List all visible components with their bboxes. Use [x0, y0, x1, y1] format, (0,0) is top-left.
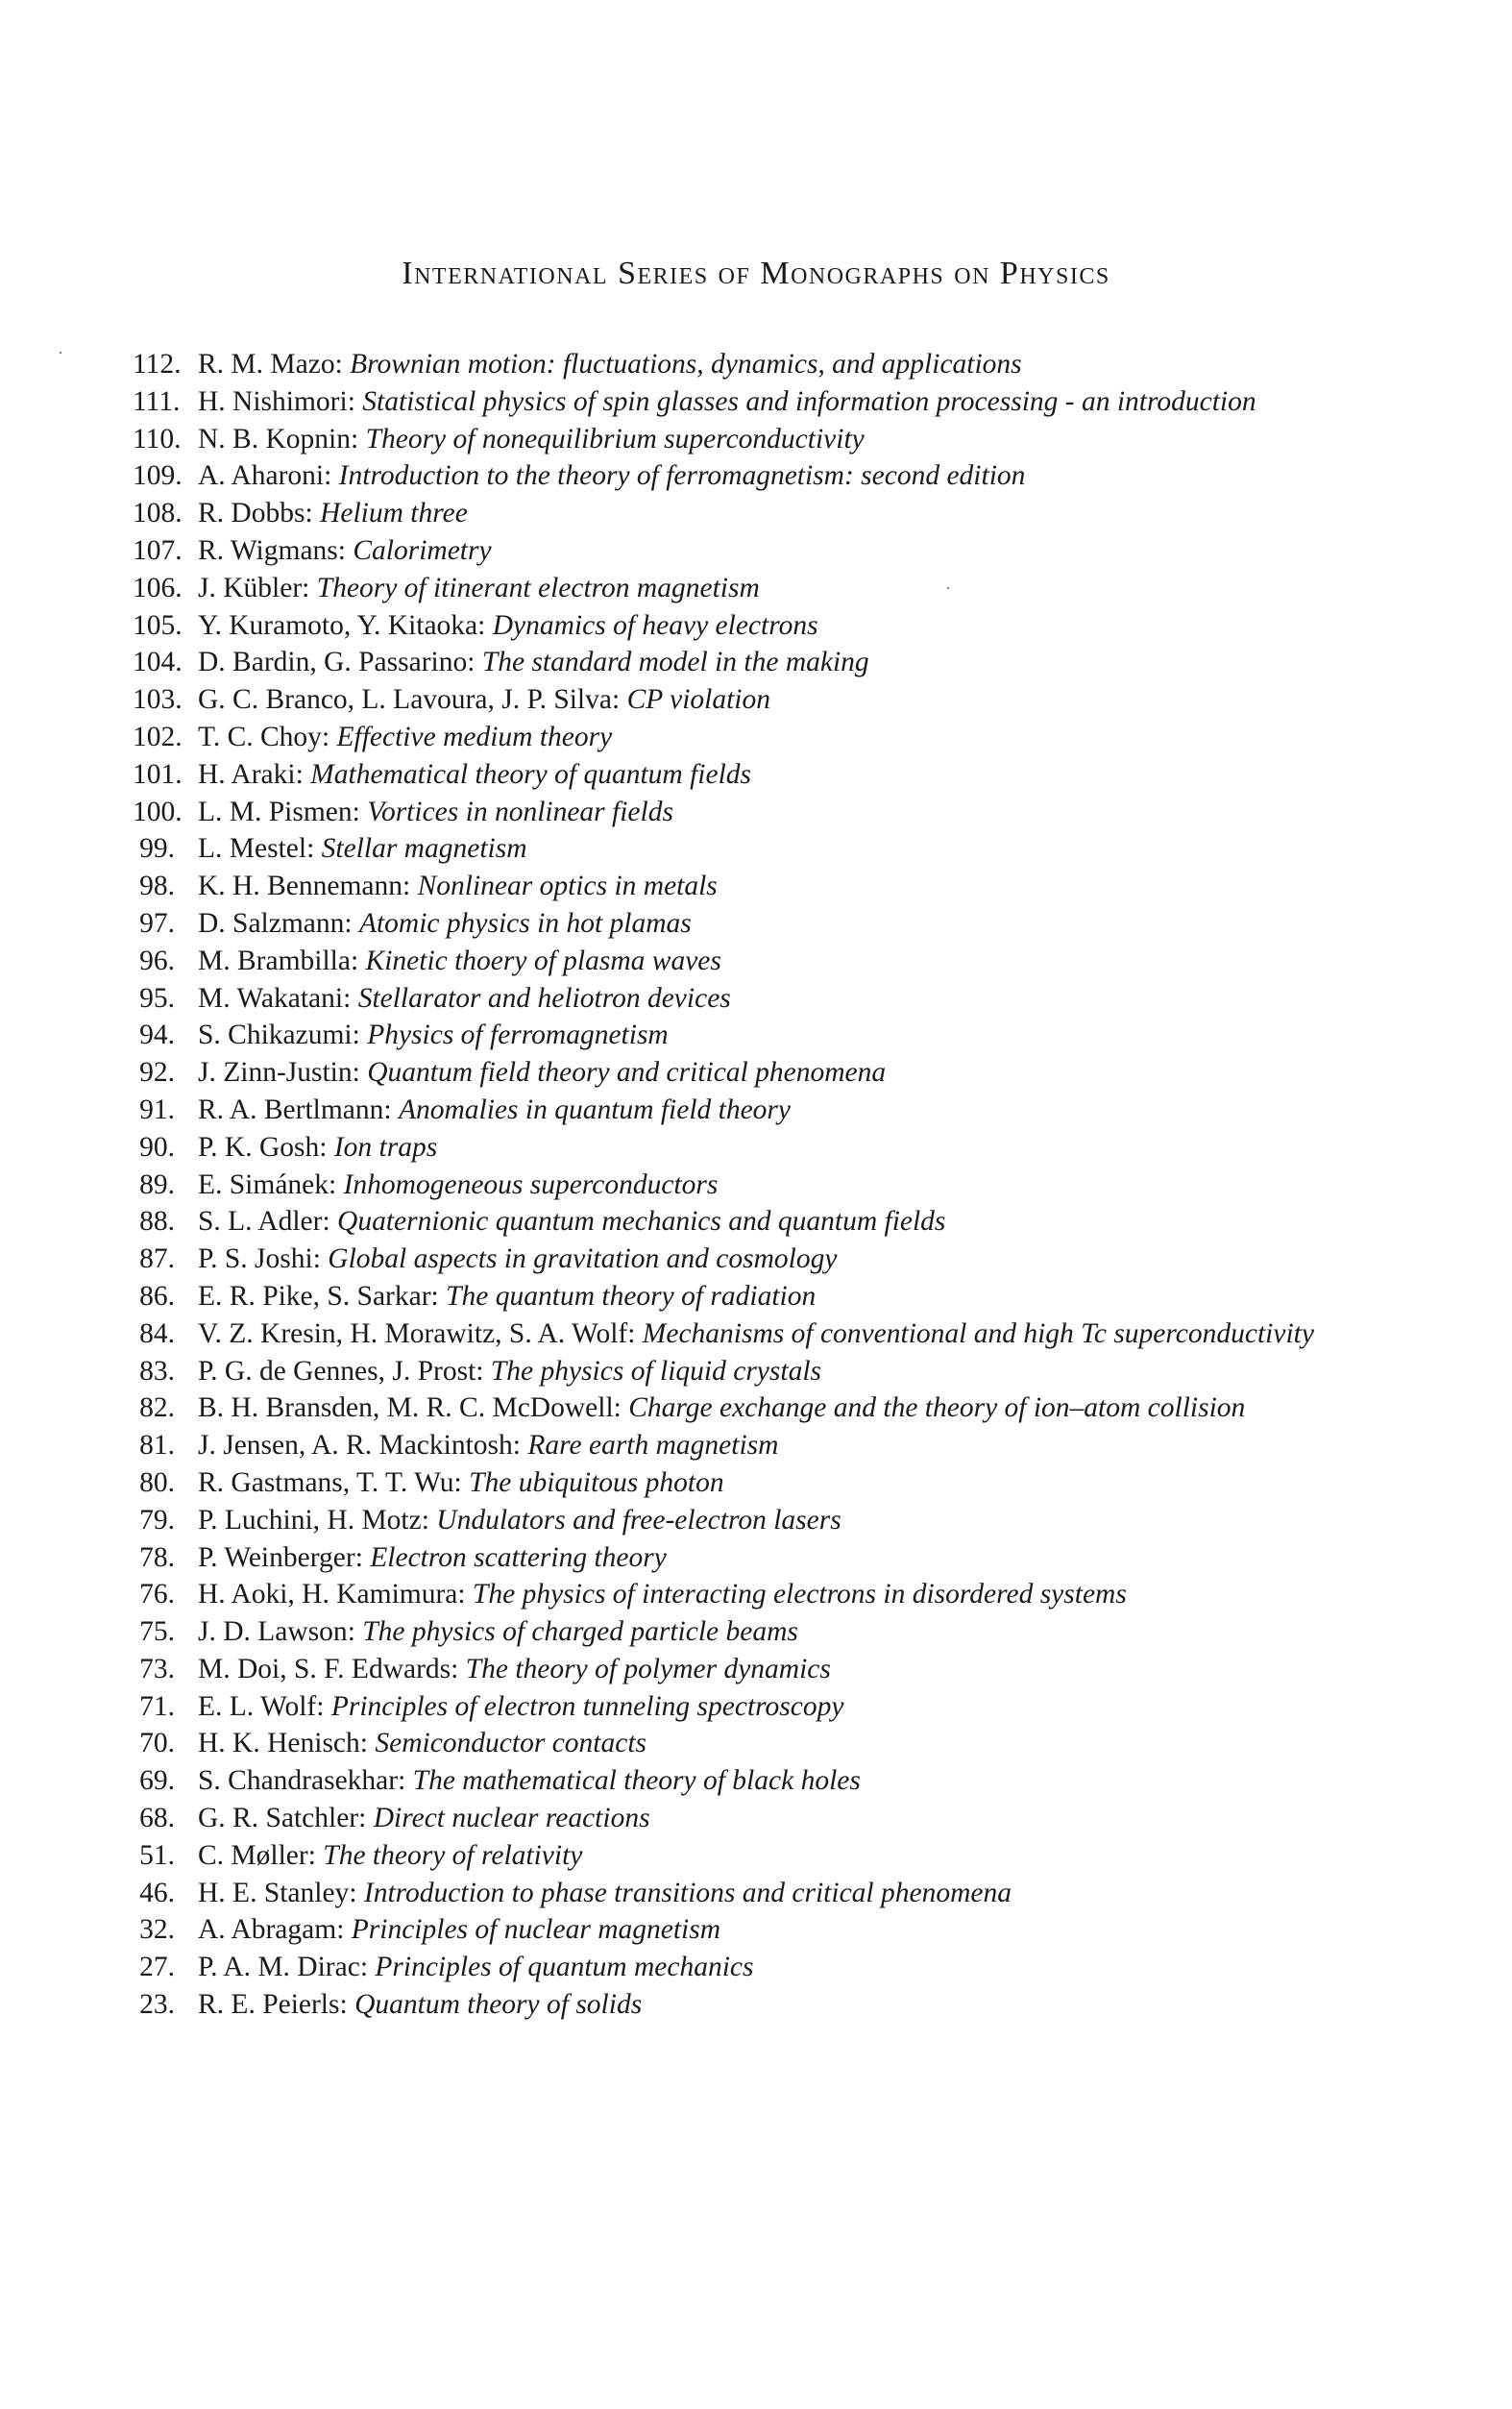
entry-number: 90. — [139, 1131, 175, 1163]
entry-text — [175, 1054, 1381, 1092]
list-item — [133, 830, 1381, 868]
entry-authors: P. G. de Gennes, J. Prost : — [198, 1356, 491, 1387]
entry-title: Calorimetry — [353, 534, 492, 566]
entry-authors: R. M. Mazo : — [198, 349, 350, 380]
entry-text — [175, 1167, 1381, 1204]
entry-authors: C. Møller : — [198, 1840, 323, 1871]
list-item — [133, 868, 1381, 905]
entry-authors: E. L. Wolf : — [198, 1691, 331, 1722]
entry-number: 96. — [139, 945, 175, 976]
entry-text — [175, 980, 1381, 1018]
list-item — [133, 1129, 1381, 1167]
list-item — [133, 1875, 1381, 1912]
entry-number: 87. — [139, 1243, 175, 1275]
entry-authors: J. D. Lawson : — [198, 1616, 362, 1647]
entry-title: Stellar magnetism — [321, 833, 527, 865]
entry-text — [175, 1688, 1381, 1726]
entry-authors: L. Mestel : — [198, 833, 322, 864]
entry-text — [175, 1613, 1381, 1651]
entry-title: Quaternionic quantum mechanics and quantum fields — [337, 1206, 946, 1238]
list-item — [133, 1389, 1381, 1427]
entry-number: 80. — [139, 1466, 175, 1498]
entry-text — [175, 905, 1381, 943]
entry-title: Principles of electron tunneling spectroscopy — [330, 1690, 844, 1722]
entry-authors: R. Gastmans, T. T. Wu : — [198, 1467, 469, 1498]
entry-number: 68. — [139, 1803, 175, 1834]
entry-authors: R. Wigmans : — [198, 535, 353, 566]
entry-text — [175, 681, 1381, 719]
entry-title: Anomalies in quantum field theory — [398, 1094, 791, 1125]
entry-number: 78. — [139, 1541, 175, 1573]
entry-text — [175, 1278, 1381, 1315]
entry-title: Mechanisms of conventional and high Tc superconductivity — [642, 1317, 1314, 1349]
entry-number: 108. — [133, 498, 183, 529]
entry-title: Electron scattering theory — [370, 1541, 667, 1573]
entry-authors: V. Z. Kresin, H. Morawitz, S. A. Wolf : — [198, 1318, 643, 1349]
entry-number: 100. — [133, 796, 183, 827]
list-item — [133, 1167, 1381, 1204]
entry-authors: S. Chandrasekhar : — [198, 1765, 413, 1796]
entry-authors: P. Luchini, H. Motz : — [198, 1505, 436, 1536]
entry-title: Charge exchange and the theory of ion–atom collision — [628, 1392, 1246, 1424]
entry-text — [175, 1837, 1381, 1875]
entry-title: Direct nuclear reactions — [373, 1803, 650, 1834]
list-item — [133, 980, 1381, 1018]
entry-title: Inhomogeneous superconductors — [343, 1168, 719, 1200]
list-item — [133, 1762, 1381, 1800]
entry-text — [175, 1986, 1381, 2024]
entry-title: The mathematical theory of black holes — [412, 1765, 861, 1797]
list-item — [133, 1837, 1381, 1875]
entry-text — [175, 1241, 1381, 1278]
entry-authors: M. Wakatani : — [198, 983, 358, 1014]
entry-title: Mathematical theory of quantum fields — [310, 758, 751, 790]
entry-number: 92. — [139, 1057, 175, 1089]
entry-title: Quantum field theory and critical phenomena — [367, 1057, 887, 1089]
entry-text — [175, 1464, 1381, 1502]
entry-title: Undulators and free-electron lasers — [436, 1504, 841, 1536]
entry-number: 86. — [139, 1280, 175, 1312]
entry-number: 94. — [139, 1020, 175, 1051]
list-item — [133, 457, 1381, 495]
entry-text — [175, 1651, 1381, 1688]
entry-authors: G. C. Branco, L. Lavoura, J. P. Silva : — [198, 684, 627, 715]
entry-text — [175, 383, 1381, 421]
list-item — [133, 1464, 1381, 1502]
scan-speck — [947, 587, 949, 589]
list-item — [133, 1241, 1381, 1278]
list-item — [133, 1054, 1381, 1092]
entry-text — [175, 1539, 1381, 1577]
entry-text — [175, 719, 1381, 756]
entry-number: 105. — [133, 609, 183, 641]
entry-number: 98. — [139, 871, 175, 902]
entry-authors: D. Salzmann : — [198, 908, 359, 939]
entry-number: 71. — [139, 1690, 175, 1722]
list-item — [133, 532, 1381, 570]
list-item — [133, 1092, 1381, 1129]
entry-title: Atomic physics in hot plamas — [358, 907, 692, 939]
entry-number: 82. — [139, 1392, 175, 1424]
list-item — [133, 421, 1381, 458]
scan-speck — [60, 352, 61, 354]
entry-text — [175, 1949, 1381, 1986]
list-item — [133, 1725, 1381, 1762]
entry-title: The physics of liquid crystals — [490, 1355, 822, 1387]
entry-number: 69. — [139, 1765, 175, 1797]
entry-text — [175, 943, 1381, 980]
entry-number: 101. — [133, 758, 183, 790]
entry-number: 75. — [139, 1616, 175, 1648]
entry-number: 102. — [133, 721, 183, 752]
list-item — [133, 943, 1381, 980]
entry-number: 99. — [139, 833, 175, 865]
entry-number: 84. — [139, 1317, 175, 1349]
entry-authors: Y. Kuramoto, Y. Kitaoka : — [198, 610, 493, 641]
list-item — [133, 756, 1381, 794]
entry-authors: H. K. Henisch : — [198, 1728, 375, 1758]
entry-text — [175, 1017, 1381, 1054]
list-item — [133, 1278, 1381, 1315]
entry-text — [175, 868, 1381, 905]
entry-authors: A. Aharoni : — [198, 460, 339, 491]
entry-authors: T. C. Choy : — [198, 722, 337, 752]
entry-title: Nonlinear optics in metals — [417, 871, 718, 902]
entry-title: The physics of charged particle beams — [362, 1616, 798, 1648]
list-item — [133, 681, 1381, 719]
entry-title: The physics of interacting electrons in disordered systems — [472, 1579, 1127, 1610]
entry-title: The quantum theory of radiation — [446, 1280, 817, 1312]
list-item — [133, 1539, 1381, 1577]
entry-title: Effective medium theory — [336, 721, 613, 752]
entry-number: 89. — [139, 1168, 175, 1200]
entry-authors: P. S. Joshi : — [198, 1243, 328, 1274]
entry-number: 97. — [139, 907, 175, 939]
entry-authors: N. B. Kopnin : — [198, 424, 366, 455]
entry-text — [175, 1092, 1381, 1129]
entry-number: 32. — [139, 1914, 175, 1946]
list-item — [133, 346, 1381, 383]
list-item — [133, 794, 1381, 831]
entry-text — [175, 1389, 1381, 1427]
entry-authors: H. Nishimori : — [198, 386, 362, 417]
entry-title: Theory of itinerant electron magnetism — [316, 572, 760, 603]
list-item — [133, 1315, 1381, 1353]
list-item — [133, 1576, 1381, 1613]
list-item — [133, 1017, 1381, 1054]
entry-text — [175, 756, 1381, 794]
entry-text — [175, 607, 1381, 645]
entry-title: Ion traps — [333, 1131, 438, 1163]
entry-authors: J. Zinn-Justin : — [198, 1057, 367, 1088]
entry-title: Helium three — [320, 498, 468, 529]
entry-text — [175, 495, 1381, 532]
entry-authors: S. L. Adler : — [198, 1206, 337, 1237]
list-item — [133, 1800, 1381, 1837]
entry-number: 76. — [139, 1579, 175, 1610]
entry-authors: R. Dobbs : — [198, 498, 320, 529]
entry-authors: P. Weinberger : — [198, 1542, 370, 1573]
entry-authors: J. Jensen, A. R. Mackintosh : — [198, 1430, 527, 1461]
list-item — [133, 1203, 1381, 1241]
entry-number: 107. — [133, 534, 183, 566]
list-item — [133, 570, 1381, 607]
entry-title: Rare earth magnetism — [527, 1430, 779, 1462]
entry-title: CP violation — [626, 684, 770, 716]
entry-number: 81. — [139, 1430, 175, 1462]
entry-text — [175, 570, 1381, 607]
entry-number: 112. — [133, 349, 182, 380]
entry-title: Kinetic thoery of plasma waves — [365, 945, 721, 976]
entry-number: 88. — [139, 1206, 175, 1238]
entry-text — [175, 644, 1381, 681]
entry-title: The standard model in the making — [481, 647, 869, 678]
entry-title: The theory of polymer dynamics — [465, 1653, 831, 1684]
entry-number: 79. — [139, 1504, 175, 1536]
entry-authors: H. Aoki, H. Kamimura : — [198, 1579, 473, 1610]
list-item — [133, 1502, 1381, 1539]
entry-number: 109. — [133, 460, 183, 492]
entry-authors: B. H. Bransden, M. R. C. McDowell : — [198, 1392, 628, 1423]
entry-text — [175, 1911, 1381, 1949]
entry-text — [175, 1353, 1381, 1390]
entry-text — [175, 1576, 1381, 1613]
entry-title: Brownian motion: fluctuations, dynamics, and applications — [350, 349, 1022, 380]
list-item — [133, 383, 1381, 421]
entry-title: Introduction to phase transitions and critical phenomena — [363, 1877, 1012, 1908]
entry-authors: G. R. Satchler : — [198, 1803, 374, 1833]
entry-authors: M. Doi, S. F. Edwards : — [198, 1654, 466, 1684]
entry-authors: D. Bardin, G. Passarino : — [198, 647, 482, 677]
entry-text — [175, 1762, 1381, 1800]
entry-title: The theory of relativity — [323, 1839, 583, 1871]
list-item — [133, 1427, 1381, 1464]
list-item — [133, 1353, 1381, 1390]
entry-text — [175, 1800, 1381, 1837]
entry-title: Principles of nuclear magnetism — [351, 1914, 721, 1946]
entry-number: 95. — [139, 982, 175, 1014]
entry-number: 103. — [133, 684, 183, 716]
list-item — [133, 495, 1381, 532]
entry-number: 73. — [139, 1653, 175, 1684]
entry-authors: R. A. Bertlmann : — [198, 1094, 399, 1125]
entry-authors: K. H. Bennemann : — [198, 871, 418, 901]
entry-text — [175, 1875, 1381, 1912]
entry-title: Dynamics of heavy electrons — [492, 609, 818, 641]
entry-number: 70. — [139, 1728, 175, 1759]
entry-text — [175, 457, 1381, 495]
entry-text — [175, 421, 1381, 458]
entry-authors: S. Chikazumi : — [198, 1020, 367, 1050]
entry-text — [175, 1203, 1381, 1241]
entry-authors: P. A. M. Dirac : — [198, 1952, 375, 1982]
entry-number: 106. — [133, 572, 183, 603]
list-item — [133, 644, 1381, 681]
entry-title: Theory of nonequilibrium superconductivity — [365, 423, 865, 455]
entry-text — [175, 830, 1381, 868]
entry-authors: J. Kübler : — [198, 573, 317, 603]
entry-title: Physics of ferromagnetism — [367, 1020, 669, 1051]
entry-text — [175, 346, 1381, 383]
entry-authors: P. K. Gosh : — [198, 1132, 334, 1163]
entry-number: 91. — [139, 1094, 175, 1125]
monograph-list — [133, 346, 1381, 2024]
entry-title: The ubiquitous photon — [469, 1466, 724, 1498]
entry-number: 104. — [133, 647, 183, 678]
entry-authors: E. Simánek : — [198, 1169, 344, 1200]
entry-authors: R. E. Peierls : — [198, 1989, 354, 2020]
entry-text — [175, 1502, 1381, 1539]
entry-title: Global aspects in gravitation and cosmology — [328, 1243, 838, 1275]
entry-text — [175, 1129, 1381, 1167]
entry-text — [175, 794, 1381, 831]
entry-number: 27. — [139, 1952, 175, 1983]
entry-authors: L. M. Pismen : — [198, 797, 367, 827]
list-item — [133, 1688, 1381, 1726]
list-item — [133, 1613, 1381, 1651]
entry-number: 110. — [133, 423, 182, 455]
entry-title: Semiconductor contacts — [375, 1728, 647, 1759]
entry-title: Principles of quantum mechanics — [375, 1952, 754, 1983]
list-item — [133, 1949, 1381, 1986]
entry-title: Stellarator and heliotron devices — [357, 982, 731, 1014]
entry-text — [175, 1725, 1381, 1762]
series-title: International Series of Monographs on Physics — [402, 256, 1110, 291]
entry-number: 23. — [139, 1989, 175, 2021]
entry-authors: M. Brambilla : — [198, 946, 366, 976]
entry-number: 46. — [139, 1877, 175, 1908]
list-item — [133, 607, 1381, 645]
entry-title: Introduction to the theory of ferromagnetism: second edition — [338, 460, 1026, 492]
entry-authors: H. E. Stanley : — [198, 1878, 364, 1908]
entry-title: Quantum theory of solids — [354, 1989, 643, 2021]
entry-authors: E. R. Pike, S. Sarkar : — [198, 1281, 446, 1312]
entry-text — [175, 532, 1381, 570]
list-item — [133, 1651, 1381, 1688]
entry-number: 83. — [139, 1355, 175, 1387]
entry-authors: A. Abragam : — [198, 1914, 352, 1945]
entry-text — [175, 1427, 1381, 1464]
list-item — [133, 905, 1381, 943]
entry-number: 51. — [139, 1839, 175, 1871]
list-item — [133, 1911, 1381, 1949]
list-item — [133, 1986, 1381, 2024]
list-item — [133, 719, 1381, 756]
entry-title: Vortices in nonlinear fields — [367, 796, 673, 827]
entry-title: Statistical physics of spin glasses and information processing - an introduction — [362, 385, 1256, 417]
entry-authors: H. Araki : — [198, 759, 310, 790]
entry-text — [175, 1315, 1381, 1353]
entry-number: 111. — [133, 385, 181, 417]
